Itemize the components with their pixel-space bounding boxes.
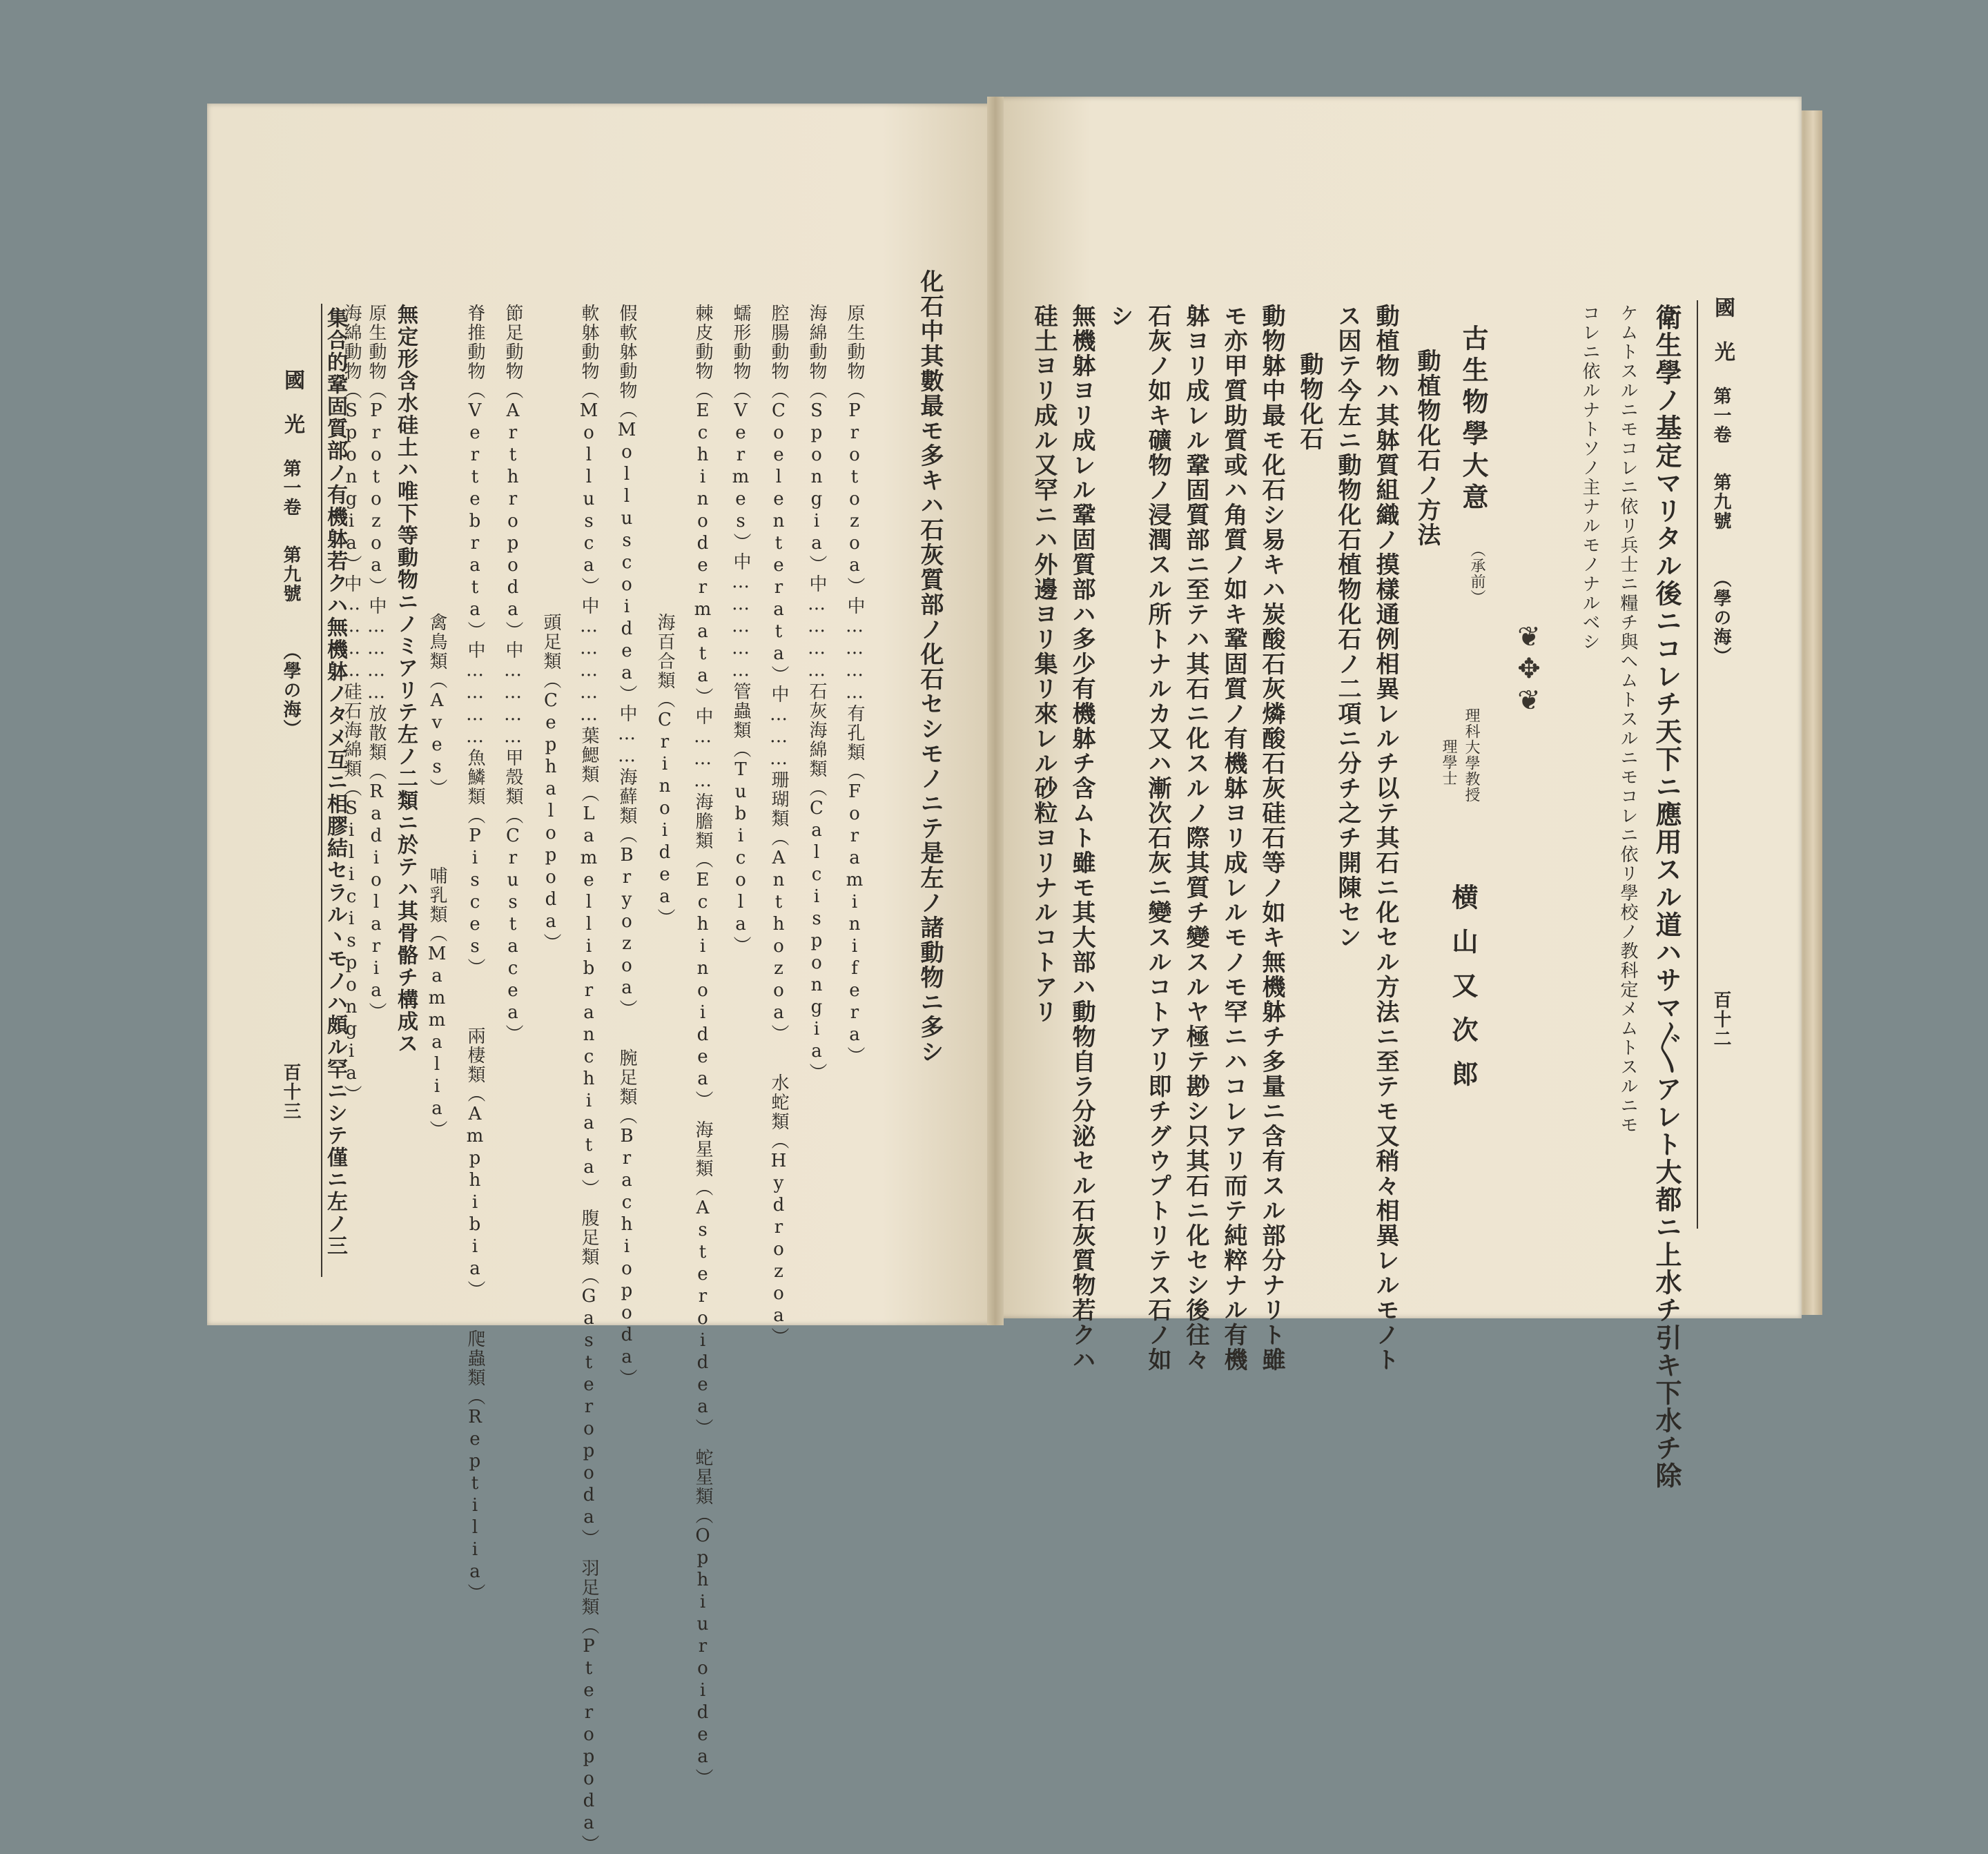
author-affiliation-1: 理科大學教授	[1463, 708, 1480, 803]
continuation-line-1: 衛生學ノ基定マリタル後ニコレチ天下ニ應用スル道ハサマ〴〵アレト大都ニ上水チ引キ下水チ除	[1651, 304, 1682, 1490]
right-header-section: （學の海）	[1711, 569, 1731, 666]
left-para-silica: 無定形含水硅土ハ唯下等動物ニノミアリテ左ノ二類ニ於テハ其骨骼チ構成ス	[393, 304, 418, 1055]
taxon-row-8: 軟躰動物（Mollusca）中……………葉鰓類（Lamellibranchiata） 腹足類（Gasteropoda） 羽足類（Pteropoda）	[578, 304, 599, 1854]
left-header-rule	[321, 304, 322, 1277]
taxon-row-5: 棘皮動物（Echinodermata）中………海膽類（Echinoidea） 海星類（Asteroidea） 蛇星類（Ophiuroidea）	[692, 304, 713, 1788]
taxon-row-10: 節足動物（Arthropoda）中…………甲殼類（Crustacea）	[503, 304, 523, 1044]
body-line-7: シ	[1106, 304, 1133, 329]
author-name: 横山又次郎	[1448, 884, 1479, 1104]
taxon-row-7: 假軟躰動物（Molluscoidea）中……海蘚類（Bryozoa） 腕足類（Brachiopoda）	[616, 304, 637, 1388]
left-header-title: 國 光	[280, 369, 304, 436]
continuation-line-3: コレニ依ルナトソノ主ナルモノナルベシ	[1579, 304, 1600, 652]
article-note: （承前）	[1468, 542, 1485, 605]
left-intro: 化石中其數最モ多キハ石灰質部ノ化石セシモノニテ是左ノ諸動物ニ多シ	[916, 269, 944, 1064]
body-line-1: 動植物ハ其躰質組織ノ摸樣通例相異レルチ以テ其石ニ化セル方法ニ至テモ又稍々相異レルモノト	[1372, 304, 1399, 1372]
taxon-row-4: 蠕形動物（Vermes）中……………管蟲類（Tubicola）	[730, 304, 751, 955]
body-line-8: 無機躰ヨリ成レル鞏固質部ハ多少有機躰チ含ムト雖モ其大部ハ動物自ラ分泌セル石灰質物若クハ	[1068, 304, 1095, 1372]
taxon-row-9: 頭足類（Cephalopoda）	[540, 304, 561, 953]
taxon-row-6: 海百合類（Crinoidea）	[654, 304, 675, 928]
article-subhead: 動植物化石ノ方法	[1413, 349, 1441, 547]
taxon-row-3: 腔腸動物（Coelenterata）中………珊瑚類（Anthozoa） 水蛇類（Hydrozoa）	[768, 304, 789, 1347]
article-title: 古生物學大意	[1458, 324, 1489, 515]
body-line-3: 動物躰中最モ化石シ易キハ炭酸石灰燐酸石灰硅石等ノ如キ無機躰チ多量ニ含有スル部分ナリト雖	[1258, 304, 1285, 1372]
continuation-line-2: ケムトスルニモコレニ依リ兵士ニ糧チ與ヘムトスルニモコレニ依リ學校ノ教科定メムトスルニモ	[1617, 304, 1638, 1135]
ornamental-divider: ❦✥❦	[1513, 621, 1545, 716]
body-line-9: 硅土ヨリ成ル又罕ニハ外邊ヨリ集リ來レル砂粒ヨリナルコトアリ	[1030, 304, 1058, 1024]
body-line-2: ス因テ今左ニ動物化石植物化石ノ二項ニ分チ之チ開陳セン	[1334, 304, 1361, 950]
body-line-5: 躰ヨリ成レル鞏固質部ニ至テハ其石ニ化スルノ際其質チ變スルヤ極テ尠シ只其石ニ化セシ後往々	[1182, 304, 1209, 1372]
right-header-no: 第九號	[1711, 473, 1731, 531]
right-header-rule	[1697, 300, 1698, 1229]
right-header-vol: 第一卷	[1711, 387, 1731, 445]
body-section-heading: 動物化石	[1296, 352, 1323, 451]
body-line-4: モ亦甲質助質或ハ角質ノ如キ鞏固質ノ有機躰ヨリ成レルモノモ罕ニハコレアリ而テ純粹ナル有機	[1220, 304, 1247, 1372]
silica-row-1: 原生動物（Protozoa）中…………放散類（Radiolaria）	[366, 304, 387, 1022]
right-header-title: 國 光	[1711, 297, 1735, 363]
author-affiliation-2: 理學士	[1440, 739, 1457, 786]
left-para-aggregate: 集合的鞏固質部ノ有機躰若クハ無機躰ノタメ互ニ相膠結セラルヽモノハ頗ル罕ニシテ僅ニ左ノ三	[323, 307, 347, 1257]
silica-row-2: 海綿動物（Spongia）中…………硅石海綿類（Silicispongia）	[341, 304, 362, 1104]
left-header-no: 第九號	[280, 545, 301, 603]
left-header-page-no: 百十三	[280, 1063, 301, 1121]
taxon-row-1: 原生動物（Protozoa）中…………有孔類（Foraminifera）	[844, 304, 865, 1066]
taxon-row-11: 脊推動物（Vertebrata）中…………魚鱗類（Pisces） 兩棲類（Amphibia） 爬蟲類（Reptilia）	[465, 304, 485, 1603]
taxon-row-2: 海綿動物（Spongia）中…………石灰海綿類（Calcispongia）	[806, 304, 827, 1082]
right-header-page-no: 百十二	[1711, 991, 1731, 1048]
book-gutter	[987, 97, 1004, 1325]
left-header-vol: 第一卷	[280, 459, 301, 517]
body-line-6: 石灰ノ如キ礦物ノ浸潤スル所トナルカ又ハ漸次石灰ニ變スルコトアリ即チグウプトリテス石ノ如	[1144, 304, 1171, 1372]
taxon-row-12: 禽鳥類（Aves） 哺乳類（Mammalia）	[427, 304, 447, 1140]
left-header-section: （學の海）	[280, 642, 301, 739]
